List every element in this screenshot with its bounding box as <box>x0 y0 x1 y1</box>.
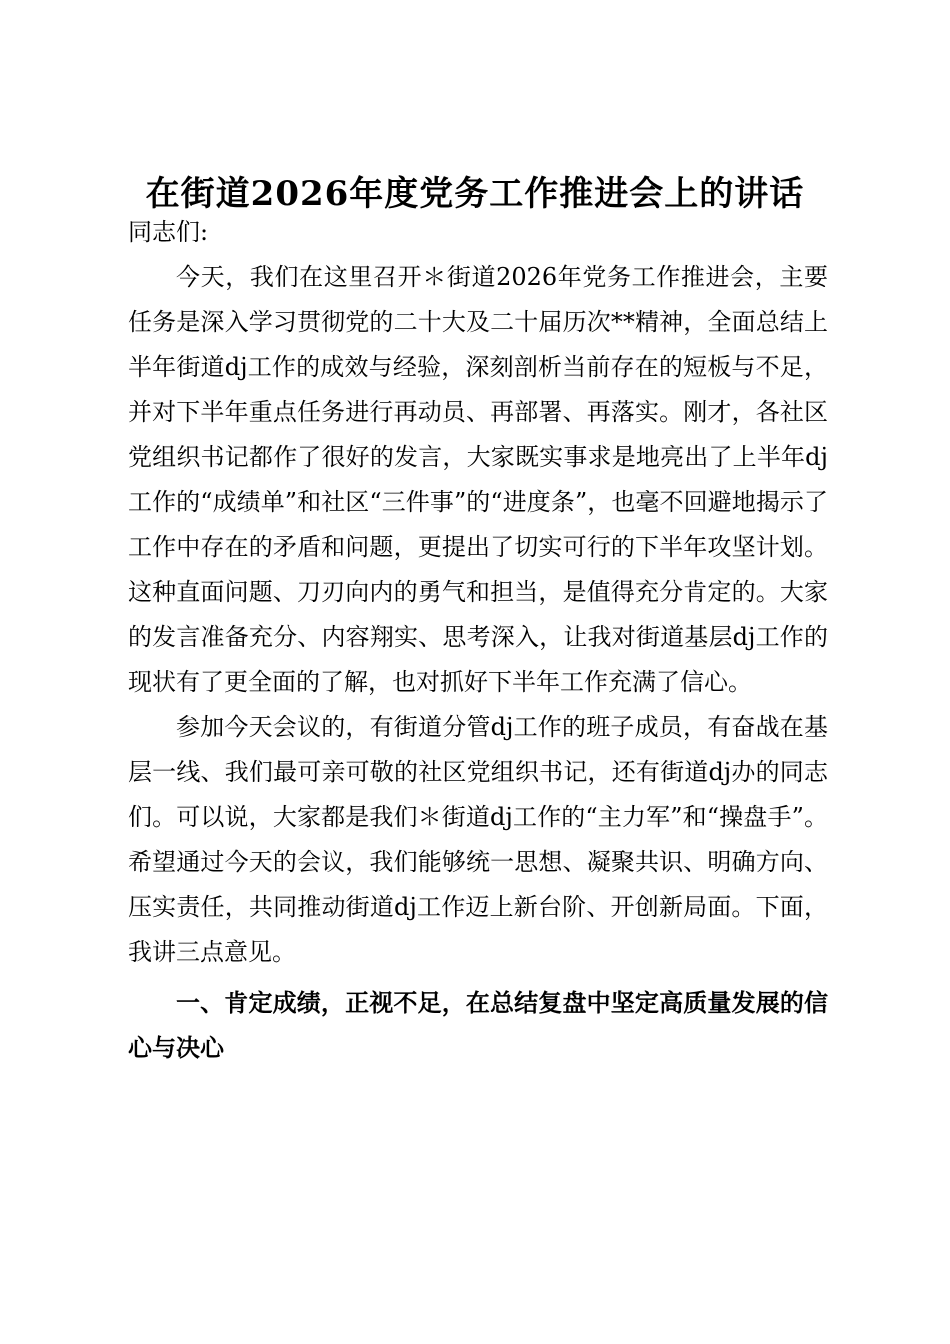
paragraph-opening: 今天，我们在这里召开＊街道2026年党务工作推进会，主要任务是深入学习贯彻党的二十大及二十届历次**精神，全面总结上半年街道dj工作的成效与经验，深刻剖析当前存在的短板与不足，并对下半年重点任务进行再动员、再部署、再落实。刚才，各社区党组织书记都作了很好的发言，大家既实事求是地亮出了上半年dj工作的“成绩单”和社区“三件事”的“进度条”，也毫不回避地揭示了工作中存在的矛盾和问题，更提出了切实可行的下半年攻坚计划。这种直面问题、刀刃向内的勇气和担当，是值得充分肯定的。大家的发言准备充分、内容翔实、思考深入，让我对街道基层dj工作的现状有了更全面的了解，也对抓好下半年工作充满了信心。 <box>128 263 828 696</box>
salutation: 同志们: <box>128 218 209 246</box>
document-body <box>128 210 828 1071</box>
section-heading-1: 一、肯定成绩，正视不足，在总结复盘中坚定高质量发展的信心与决心 <box>128 989 828 1062</box>
document-title: 在街道2026年度党务工作推进会上的讲话 <box>145 174 805 214</box>
paragraph-attendees: 参加今天会议的，有街道分管dj工作的班子成员，有奋战在基层一线、我们最可亲可敬的社区党组织书记，还有街道dj办的同志们。可以说，大家都是我们＊街道dj工作的“主力军”和“操盘手”。希望通过今天的会议，我们能够统一思想、凝聚共识、明确方向、压实责任，共同推动街道dj工作迈上新台阶、开创新局面。下面，我讲三点意见。 <box>128 713 828 966</box>
